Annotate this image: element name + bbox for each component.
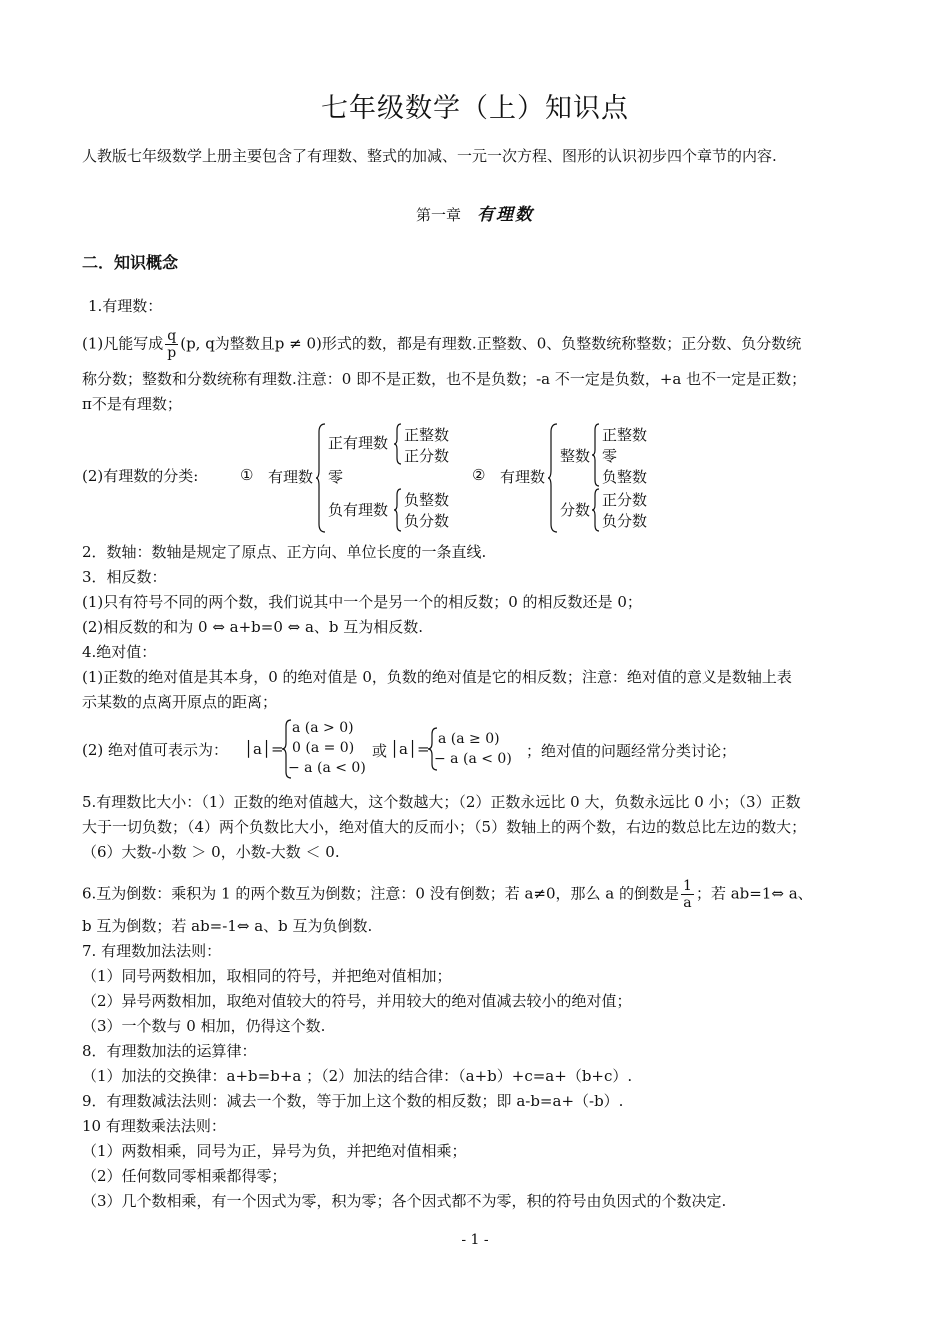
item3-heading: 3．相反数： [82, 568, 167, 586]
chapter-heading [0, 200, 950, 225]
item1-heading: 1.有理数： [88, 297, 163, 315]
classification-1-positive: 正有理数 [328, 434, 389, 452]
classification-2-negative-fraction: 负分数 [602, 512, 648, 530]
chapter-name: 有理数 [477, 205, 534, 225]
item3-line2: (2)相反数的和为 0 ⇔ a+b=0 ⇔ a、b 互为相反数. [82, 618, 424, 636]
item6-line1 [82, 878, 813, 911]
page-title: 七年级数学（上）知识点 [321, 93, 629, 124]
item5-line1: 5.有理数比大小：（1）正数的绝对值越大，这个数越大；（2）正数永远比 0 大，负数永远比 0 小；（3）正数 [82, 793, 801, 811]
classification-1-negative-integer: 负整数 [404, 491, 450, 509]
fraction-q-over-p [165, 328, 178, 361]
item2-number-line: 2．数轴：数轴是规定了原点、正方向、单位长度的一条直线. [82, 543, 487, 561]
fraction-denominator: a [683, 895, 692, 911]
fraction-1-over-a [681, 878, 694, 911]
classification-2-root: 有理数 [500, 468, 546, 486]
item7-rule3: （3）一个数与 0 相加，仍得这个数. [82, 1017, 326, 1035]
abs-case-zero: 0 (a = 0) [292, 740, 355, 756]
abs-value-suffix: ；绝对值的问题经常分类讨论； [526, 742, 737, 760]
classification-2-integer: 整数 [560, 447, 591, 465]
item5-line3: （6）大数-小数 ＞ 0，小数-大数 ＜ 0. [82, 843, 340, 861]
item1-p1-line2: 称分数；整数和分数统称有理数.注意：0 即不是正数，也不是负数；-a 不一定是负数，+a 也不一定是正数； [82, 370, 807, 388]
abs-value-or: 或 [372, 742, 388, 760]
classification-2-negative-integer: 负整数 [602, 468, 648, 486]
classification-1-zero: 零 [328, 468, 344, 486]
classification-1-negative-brace [394, 489, 402, 531]
item4-line1: (1)正数的绝对值是其本身，0 的绝对值是 0，负数的绝对值是它的相反数；注意：绝对值的意义是数轴上表 [82, 668, 792, 686]
classification-2-fraction-brace [592, 489, 600, 531]
classification-1-positive-integer: 正整数 [404, 426, 450, 444]
item9-subtraction-rule: 9．有理数减法法则：减去一个数，等于加上这个数的相反数；即 a-b=a+（-b）. [82, 1092, 624, 1110]
classification-2-zero: 零 [602, 447, 618, 465]
abs-value-lhs: │a│= [244, 740, 284, 758]
classification-2-marker: ② [472, 466, 486, 484]
classification-2-integer-brace [592, 424, 600, 486]
classification-label: (2)有理数的分类: [82, 467, 199, 485]
item10-heading: 10 有理数乘法法则： [82, 1117, 226, 1135]
item6-suffix: ；若 ab=1⇔ a、 [695, 884, 813, 903]
abs-case-negative-2: − a (a < 0) [434, 751, 512, 767]
item7-heading: 7. 有理数加法法则： [82, 942, 222, 960]
classification-1-marker: ① [240, 466, 254, 484]
classification-2-positive-integer: 正整数 [602, 426, 648, 444]
item4-line2: 示某数的点离开原点的距离； [82, 693, 278, 711]
item1-p1-rest: 形式的数，都是有理数.正整数、0、负整数统称整数；正分数、负分数统 [321, 334, 802, 353]
classification-2-positive-fraction: 正分数 [602, 491, 648, 509]
fraction-numerator: q [167, 328, 177, 344]
item7-rule2: （2）异号两数相加，取绝对值较大的符号，并用较大的绝对值减去较小的绝对值； [82, 992, 632, 1010]
intro-paragraph: 人教版七年级数学上册主要包含了有理数、整式的加减、一元一次方程、图形的认识初步四个章节的内容. [82, 147, 777, 165]
item10-rule3: （3）几个数相乘，有一个因式为零，积为零；各个因式都不为零，积的符号由负因式的个数决定. [82, 1192, 727, 1210]
item6-line2: b 互为倒数；若 ab=-1⇔ a、b 互为负倒数. [82, 917, 373, 935]
item7-rule1: （1）同号两数相加，取相同的符号，并把绝对值相加； [82, 967, 452, 985]
item1-p1-prefix: (1)凡能写成 [82, 334, 164, 353]
fraction-numerator: 1 [683, 878, 692, 894]
classification-1-positive-fraction: 正分数 [404, 447, 450, 465]
classification-1-outer-brace [316, 424, 326, 532]
abs-case-positive: a (a > 0) [292, 720, 354, 736]
abs-value-prefix: (2) 绝对值可表示为： [82, 741, 229, 759]
item4-heading: 4.绝对值： [82, 643, 157, 661]
item1-p1-line1 [82, 328, 801, 361]
classification-1-negative-fraction: 负分数 [404, 512, 450, 530]
item10-rule2: （2）任何数同零相乘都得零； [82, 1167, 287, 1185]
classification-2-outer-brace [548, 424, 558, 532]
classification-1-positive-brace [394, 424, 402, 464]
item8-laws: （1）加法的交换律：a+b=b+a ；（2）加法的结合律：（a+b）+c=a+（b+c）. [82, 1067, 633, 1085]
abs-value-lhs-2: │a│= [390, 740, 430, 758]
classification-1-root: 有理数 [268, 468, 314, 486]
chapter-label: 第一章 [415, 206, 461, 224]
section-heading: 二．知识概念 [82, 253, 179, 272]
item5-line2: 大于一切负数；（4）两个负数比大小，绝对值大的反而小；（5）数轴上的两个数，右边的数总比左边的数大； [82, 818, 807, 836]
abs-case-negative: − a (a < 0) [288, 760, 366, 776]
classification-1-negative: 负有理数 [328, 501, 389, 519]
page-number: - 1 - [461, 1232, 489, 1248]
item10-rule1: （1）两数相乘，同号为正，异号为负，并把绝对值相乘； [82, 1142, 467, 1160]
item1-p1-condition: (p, q为整数且p ≠ 0) [180, 334, 322, 353]
item3-line1: (1)只有符号不同的两个数，我们说其中一个是另一个的相反数；0 的相反数还是 0； [82, 593, 642, 611]
item8-heading: 8．有理数加法的运算律： [82, 1042, 257, 1060]
fraction-denominator: p [167, 345, 177, 361]
item1-p1-line3: π不是有理数； [82, 395, 182, 413]
abs-case-nonnegative: a (a ≥ 0) [438, 731, 500, 747]
item6-prefix: 6.互为倒数：乘积为 1 的两个数互为倒数；注意：0 没有倒数；若 a≠0，那么 a 的倒数是 [82, 884, 680, 903]
classification-2-fraction: 分数 [560, 501, 591, 519]
